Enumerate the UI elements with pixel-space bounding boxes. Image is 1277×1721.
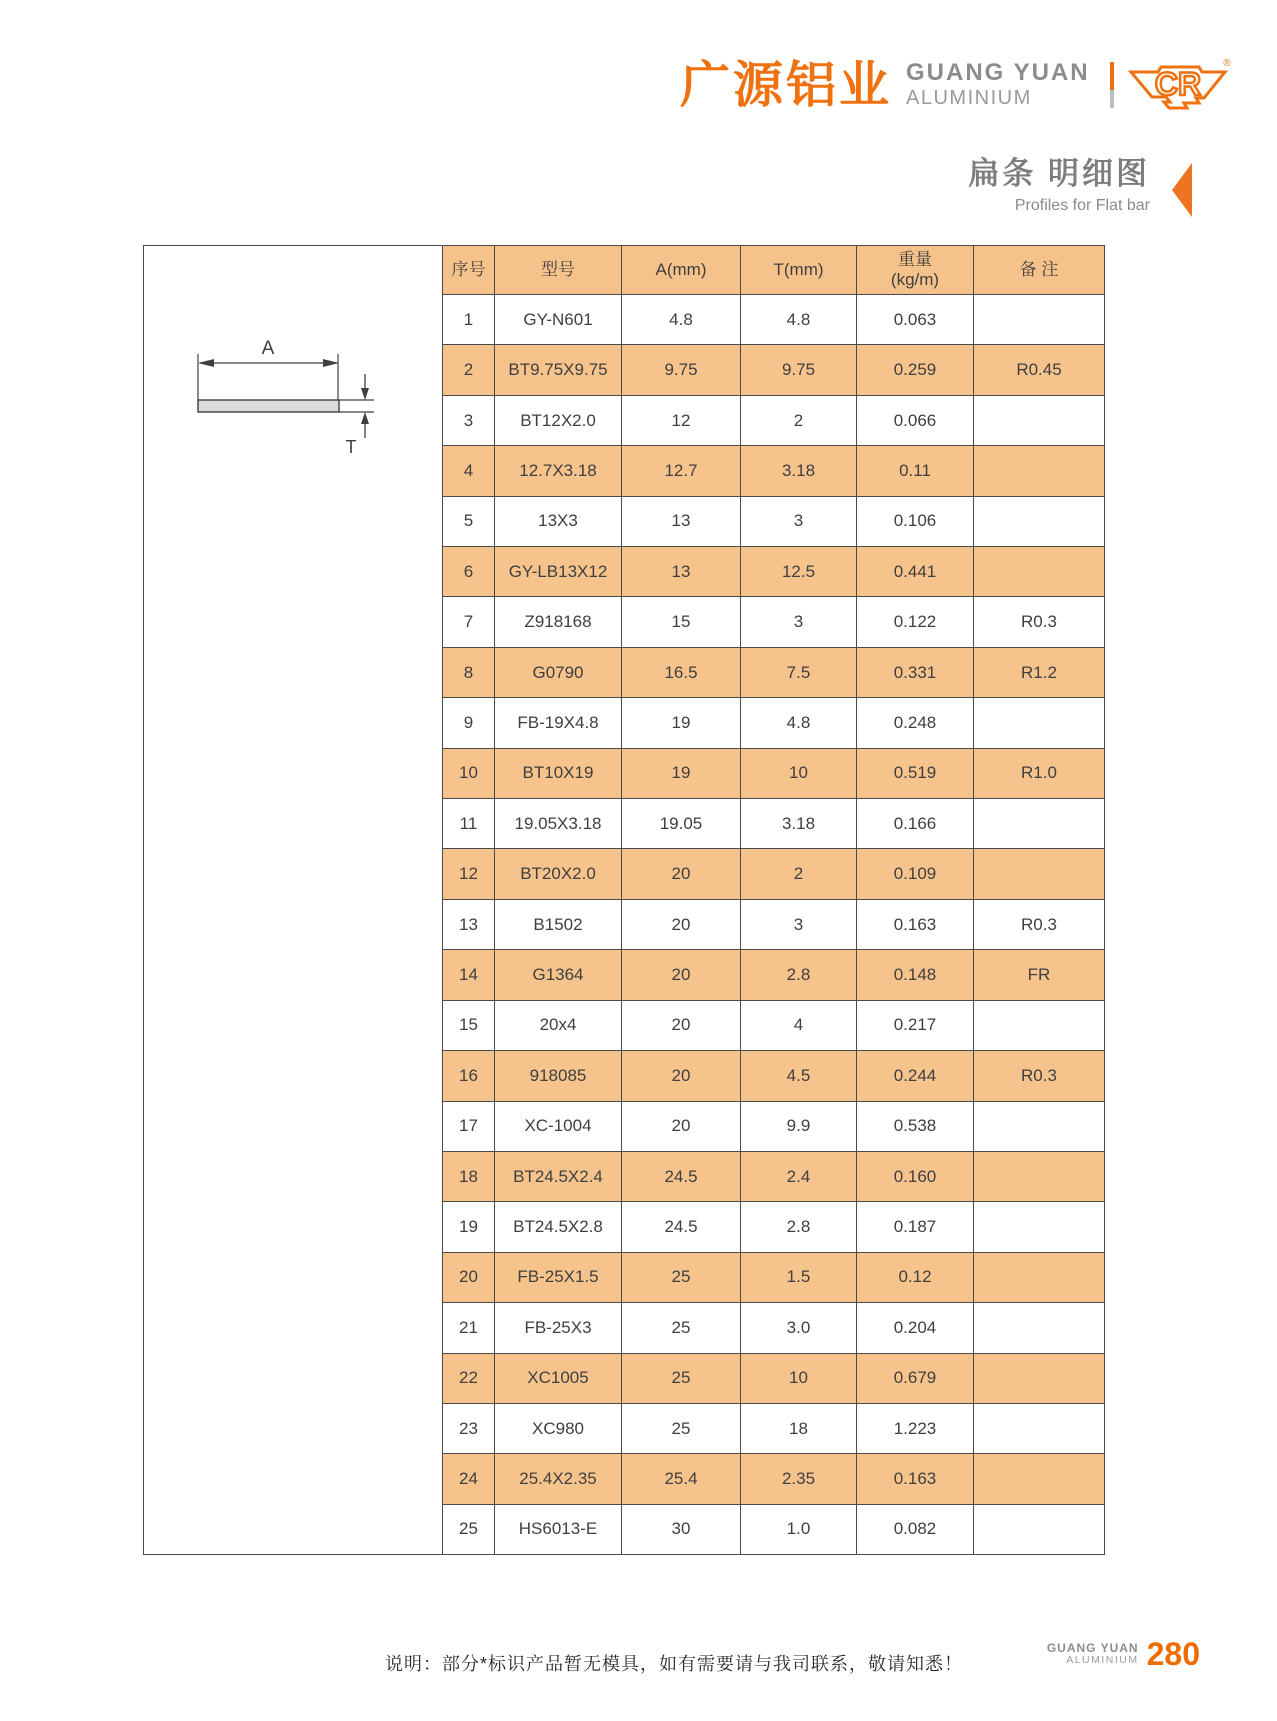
cell-t: 10 — [741, 1354, 857, 1403]
table-row — [443, 748, 1104, 798]
cell-no: 16 — [443, 1051, 495, 1100]
cell-a: 15 — [622, 597, 741, 646]
cell-a: 20 — [622, 1001, 741, 1050]
cell-model: 19.05X3.18 — [495, 799, 622, 848]
cell-weight: 0.244 — [857, 1051, 974, 1100]
cell-no: 15 — [443, 1001, 495, 1050]
cell-remark — [974, 1001, 1104, 1050]
cell-t: 4.5 — [741, 1051, 857, 1100]
brand-logo-english — [906, 61, 1090, 109]
cell-weight: 0.12 — [857, 1253, 974, 1302]
cell-model: 13X3 — [495, 497, 622, 546]
cell-no: 10 — [443, 749, 495, 798]
page-number: 280 — [1146, 1636, 1200, 1672]
cell-weight: 0.082 — [857, 1505, 974, 1554]
cell-model: BT20X2.0 — [495, 849, 622, 898]
cr-logo-icon — [1128, 58, 1232, 112]
table-row — [443, 1151, 1104, 1201]
table-header-row — [443, 246, 1104, 294]
table-row — [443, 798, 1104, 848]
cell-t: 1.5 — [741, 1253, 857, 1302]
cell-weight: 0.538 — [857, 1102, 974, 1151]
cell-no: 19 — [443, 1202, 495, 1251]
brand-logo-english-line2: ALUMINIUM — [906, 87, 1032, 109]
cell-model: HS6013-E — [495, 1505, 622, 1554]
footer-note: 说明：部分*标识产品暂无模具，如有需要请与我司联系，敬请知悉！ — [385, 1654, 964, 1674]
cell-remark: R1.2 — [1021, 662, 1057, 682]
cell-remark: R0.45 — [1016, 360, 1062, 380]
cell-weight: 0.163 — [857, 900, 974, 949]
table-row — [443, 445, 1104, 495]
cell-a: 25 — [622, 1404, 741, 1453]
cell-model: 25.4X2.35 — [495, 1454, 622, 1503]
cell-no: 21 — [443, 1303, 495, 1352]
cell-weight: 0.066 — [857, 396, 974, 445]
table-row — [443, 1252, 1104, 1302]
cell-model: Z918168 — [495, 597, 622, 646]
brand-logo-english-line1: GUANG YUAN — [906, 59, 1090, 86]
cell-a: 19 — [622, 698, 741, 747]
cell-no: 14 — [443, 950, 495, 999]
table-body — [443, 294, 1104, 1554]
cell-weight: 0.519 — [857, 749, 974, 798]
cell-a: 20 — [622, 950, 741, 999]
footer-brand — [1000, 1638, 1200, 1670]
cell-remark — [974, 1102, 1104, 1151]
cell-no: 6 — [443, 547, 495, 596]
cell-remark — [974, 849, 1104, 898]
page-title: 扁条 明细图 — [968, 156, 1150, 191]
cell-model: XC1005 — [495, 1354, 622, 1403]
cell-no: 9 — [443, 698, 495, 747]
cell-a: 20 — [622, 1051, 741, 1100]
cell-no: 20 — [443, 1253, 495, 1302]
cell-remark — [974, 396, 1104, 445]
cell-t: 2.4 — [741, 1152, 857, 1201]
cell-t: 3.18 — [741, 446, 857, 495]
cell-t: 9.75 — [741, 345, 857, 394]
cell-remark — [974, 295, 1104, 344]
footer-brand-line1: GUANG YUAN — [1046, 1641, 1139, 1656]
divider-orange-segment — [1110, 62, 1114, 90]
cell-no: 17 — [443, 1102, 495, 1151]
cell-remark — [974, 497, 1104, 546]
footer-brand-text — [1047, 1642, 1139, 1666]
cell-t: 4.8 — [741, 698, 857, 747]
cell-a: 13 — [622, 497, 741, 546]
cell-model: GY-N601 — [495, 295, 622, 344]
cell-model: B1502 — [495, 900, 622, 949]
cell-weight: 0.441 — [857, 547, 974, 596]
cell-t: 2.8 — [741, 1202, 857, 1251]
table-row — [443, 1504, 1104, 1554]
cell-t: 3 — [741, 900, 857, 949]
cell-model: XC-1004 — [495, 1102, 622, 1151]
cell-no: 11 — [443, 799, 495, 848]
column-header-no-label: 序号 — [451, 260, 486, 280]
column-header-model — [495, 246, 622, 294]
cell-model: G1364 — [495, 950, 622, 999]
cell-no: 4 — [443, 446, 495, 495]
cell-t: 3.18 — [741, 799, 857, 848]
cell-t: 3 — [741, 497, 857, 546]
cell-weight: 0.217 — [857, 1001, 974, 1050]
cell-no: 1 — [443, 295, 495, 344]
cell-a: 19.05 — [622, 799, 741, 848]
cell-weight: 0.204 — [857, 1303, 974, 1352]
cell-t: 2.8 — [741, 950, 857, 999]
column-header-t — [741, 246, 857, 294]
cell-a: 20 — [622, 900, 741, 949]
cell-no: 7 — [443, 597, 495, 646]
cell-weight: 0.122 — [857, 597, 974, 646]
table-row — [443, 1302, 1104, 1352]
cell-weight: 0.109 — [857, 849, 974, 898]
cell-t: 3 — [741, 597, 857, 646]
cell-weight: 0.106 — [857, 497, 974, 546]
cell-model: BT24.5X2.8 — [495, 1202, 622, 1251]
cell-remark — [974, 1354, 1104, 1403]
cell-a: 9.75 — [622, 345, 741, 394]
cell-a: 25 — [622, 1354, 741, 1403]
table-row — [443, 1000, 1104, 1050]
cell-remark: FR — [1027, 964, 1051, 984]
cell-no: 18 — [443, 1152, 495, 1201]
page-subtitle: Profiles for Flat bar — [1014, 197, 1150, 214]
cell-no: 5 — [443, 497, 495, 546]
cell-remark: R0.3 — [1021, 1065, 1057, 1085]
column-header-weight-label: 重量 — [898, 250, 932, 270]
cell-a: 25 — [622, 1303, 741, 1352]
cell-model: BT24.5X2.4 — [495, 1152, 622, 1201]
cell-model: 20x4 — [495, 1001, 622, 1050]
cell-weight: 0.063 — [857, 295, 974, 344]
cr-logo-shape — [1128, 58, 1232, 112]
cell-remark — [974, 1505, 1104, 1554]
cell-no: 2 — [443, 345, 495, 394]
cell-weight: 1.223 — [857, 1404, 974, 1453]
cell-a: 13 — [622, 547, 741, 596]
cell-a: 25 — [622, 1253, 741, 1302]
cell-no: 22 — [443, 1354, 495, 1403]
cell-weight: 0.187 — [857, 1202, 974, 1251]
cell-model: 12.7X3.18 — [495, 446, 622, 495]
cell-remark — [974, 1152, 1104, 1201]
cell-a: 25.4 — [622, 1454, 741, 1503]
cell-model: 918085 — [495, 1051, 622, 1100]
cell-remark — [974, 799, 1104, 848]
svg-text:A: A — [261, 338, 275, 359]
cell-weight: 0.148 — [857, 950, 974, 999]
table-row — [443, 1453, 1104, 1503]
cell-weight: 0.163 — [857, 1454, 974, 1503]
cell-no: 12 — [443, 849, 495, 898]
flat-bar-diagram — [144, 246, 443, 506]
cell-t: 9.9 — [741, 1102, 857, 1151]
cell-remark — [974, 547, 1104, 596]
cell-no: 13 — [443, 900, 495, 949]
cell-weight: 0.331 — [857, 648, 974, 697]
spec-table — [143, 245, 1105, 1555]
cell-t: 7.5 — [741, 648, 857, 697]
cell-t: 12.5 — [741, 547, 857, 596]
cell-remark: R0.3 — [1021, 612, 1057, 632]
cell-weight: 0.160 — [857, 1152, 974, 1201]
table-row — [443, 596, 1104, 646]
cell-weight: 0.11 — [857, 446, 974, 495]
column-header-a-label: A(mm) — [655, 260, 707, 280]
table-row — [443, 949, 1104, 999]
cell-model: GY-LB13X12 — [495, 547, 622, 596]
cell-a: 24.5 — [622, 1152, 741, 1201]
cell-t: 4 — [741, 1001, 857, 1050]
spec-data-grid — [443, 246, 1104, 1554]
brand-divider — [1110, 62, 1114, 108]
table-row — [443, 1353, 1104, 1403]
cell-no: 25 — [443, 1505, 495, 1554]
brand-header — [680, 56, 1232, 114]
table-row — [443, 344, 1104, 394]
cell-no: 3 — [443, 396, 495, 445]
svg-text:CR: CR — [1154, 66, 1201, 102]
brand-logo-chinese: 广源铝业 — [680, 57, 892, 113]
cell-a: 4.8 — [622, 295, 741, 344]
cell-t: 2.35 — [741, 1454, 857, 1503]
cell-model: BT9.75X9.75 — [495, 345, 622, 394]
cell-a: 19 — [622, 749, 741, 798]
table-row — [443, 848, 1104, 898]
cell-weight: 0.248 — [857, 698, 974, 747]
cell-a: 30 — [622, 1505, 741, 1554]
cell-model: FB-19X4.8 — [495, 698, 622, 747]
table-row — [443, 294, 1104, 344]
cell-a: 16.5 — [622, 648, 741, 697]
cell-remark: R1.0 — [1021, 763, 1057, 783]
column-header-weight-unit: (kg/m) — [890, 270, 940, 289]
svg-text:®: ® — [1222, 58, 1231, 69]
cell-a: 20 — [622, 849, 741, 898]
cell-no: 24 — [443, 1454, 495, 1503]
svg-text:T: T — [345, 437, 357, 457]
cell-model: FB-25X1.5 — [495, 1253, 622, 1302]
table-row — [443, 697, 1104, 747]
cell-a: 12.7 — [622, 446, 741, 495]
column-header-weight — [857, 246, 974, 294]
cell-model: G0790 — [495, 648, 622, 697]
cell-a: 24.5 — [622, 1202, 741, 1251]
table-row — [443, 1403, 1104, 1453]
cell-remark — [974, 1202, 1104, 1251]
cell-no: 23 — [443, 1404, 495, 1453]
profile-diagram-panel — [144, 246, 443, 1554]
table-row — [443, 546, 1104, 596]
cell-model: FB-25X3 — [495, 1303, 622, 1352]
cell-no: 8 — [443, 648, 495, 697]
table-row — [443, 1101, 1104, 1151]
column-header-a — [622, 246, 741, 294]
table-row — [443, 496, 1104, 546]
table-row — [443, 647, 1104, 697]
table-row — [443, 395, 1104, 445]
table-row — [443, 899, 1104, 949]
cell-a: 12 — [622, 396, 741, 445]
column-header-remark-label: 备 注 — [1019, 260, 1059, 280]
column-header-t-label: T(mm) — [773, 260, 824, 280]
cell-weight: 0.166 — [857, 799, 974, 848]
cell-model: XC980 — [495, 1404, 622, 1453]
cell-t: 3.0 — [741, 1303, 857, 1352]
table-row — [443, 1201, 1104, 1251]
cell-remark — [974, 1454, 1104, 1503]
cell-t: 10 — [741, 749, 857, 798]
cell-remark — [974, 1404, 1104, 1453]
column-header-no — [443, 246, 495, 294]
cell-t: 2 — [741, 849, 857, 898]
cell-remark — [974, 698, 1104, 747]
column-header-remark — [974, 246, 1104, 294]
cell-remark — [974, 1303, 1104, 1352]
cell-remark — [974, 1253, 1104, 1302]
cell-model: BT10X19 — [495, 749, 622, 798]
cell-t: 1.0 — [741, 1505, 857, 1554]
section-title-block — [968, 148, 1150, 215]
cell-model: BT12X2.0 — [495, 396, 622, 445]
cell-weight: 0.679 — [857, 1354, 974, 1403]
cell-remark — [974, 446, 1104, 495]
cell-t: 4.8 — [741, 295, 857, 344]
cell-t: 2 — [741, 396, 857, 445]
footer-brand-line2: ALUMINIUM — [1066, 1653, 1139, 1666]
table-row — [443, 1050, 1104, 1100]
divider-gray-segment — [1110, 90, 1114, 108]
cell-remark: R0.3 — [1021, 914, 1057, 934]
column-header-model-label: 型号 — [541, 260, 575, 280]
cell-a: 20 — [622, 1102, 741, 1151]
cell-t: 18 — [741, 1404, 857, 1453]
title-arrow-icon — [1172, 163, 1192, 217]
cell-weight: 0.259 — [857, 345, 974, 394]
